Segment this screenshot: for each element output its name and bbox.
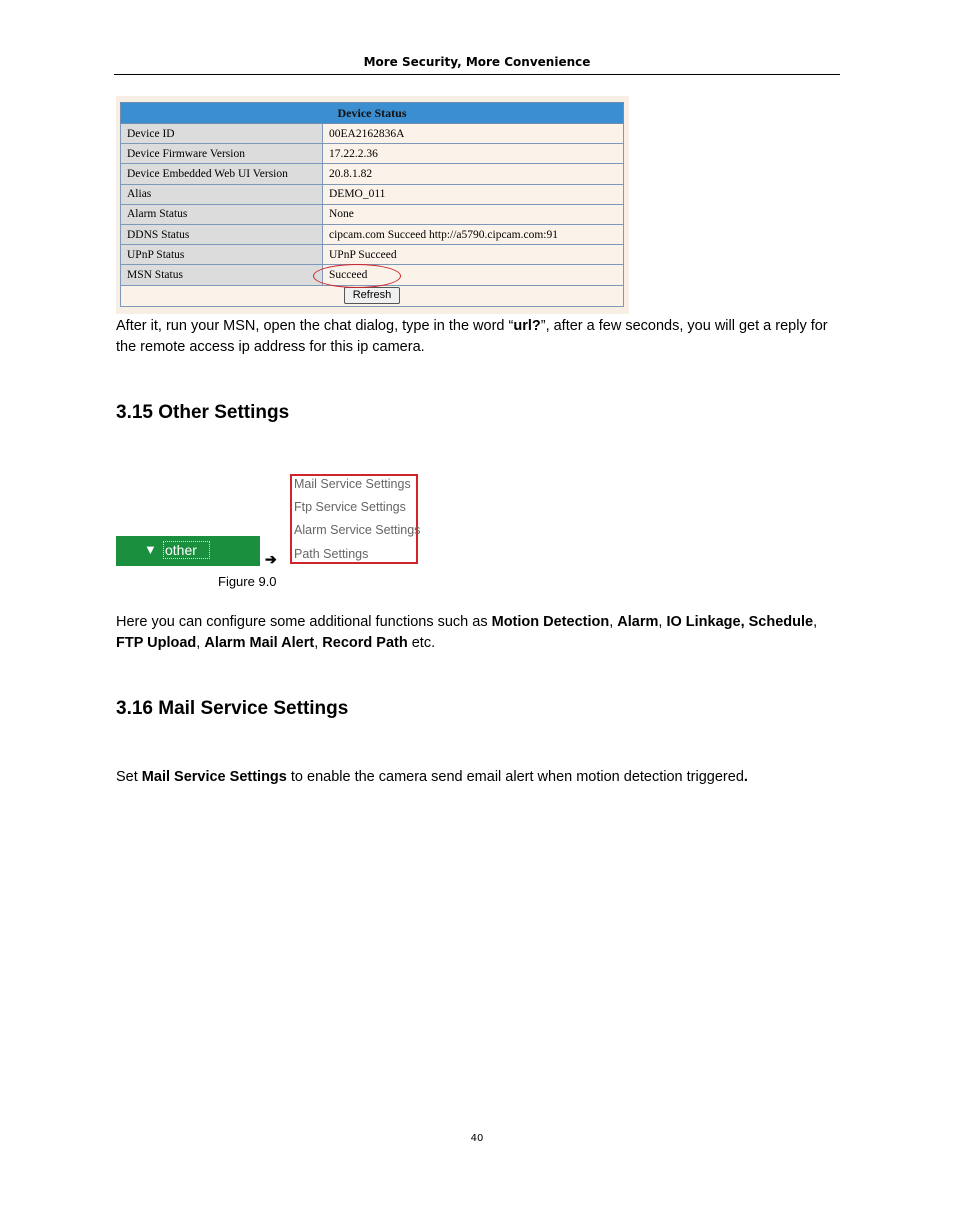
refresh-cell xyxy=(121,285,624,306)
menu-item-mail-service[interactable]: Mail Service Settings xyxy=(294,477,411,491)
header-divider xyxy=(114,74,840,75)
msn-status-highlight-oval xyxy=(313,264,401,288)
menu-item-alarm-service[interactable]: Alarm Service Settings xyxy=(294,523,421,537)
refresh-button[interactable]: Refresh xyxy=(344,287,401,304)
table-row xyxy=(121,124,624,144)
page-number: 40 xyxy=(470,1133,484,1144)
row-value: None xyxy=(323,204,624,224)
table-row xyxy=(121,144,624,164)
row-label: Device Firmware Version xyxy=(121,144,323,164)
figure-caption: Figure 9.0 xyxy=(218,574,277,589)
row-label: Alarm Status xyxy=(121,204,323,224)
other-menu-button[interactable] xyxy=(116,536,260,566)
other-menu-label: other xyxy=(163,541,210,559)
section-heading-mail-service: 3.16 Mail Service Settings xyxy=(116,698,349,719)
row-value: UPnP Succeed xyxy=(323,245,624,265)
section-heading-other-settings: 3.15 Other Settings xyxy=(116,402,290,423)
paragraph-msn-instructions: After it, run your MSN, open the chat dialog, type in the word “url?”, after a few seconds, you will get a reply for the remote access ip address for this ip camera. xyxy=(116,318,828,355)
device-status-title: Device Status xyxy=(121,103,624,124)
device-status-screenshot xyxy=(116,96,629,314)
row-value: cipcam.com Succeed http://a5790.cipcam.com:91 xyxy=(323,224,624,244)
row-label: DDNS Status xyxy=(121,224,323,244)
menu-item-ftp-service[interactable]: Ftp Service Settings xyxy=(294,500,406,514)
paragraph-mail-service: Set Mail Service Settings to enable the camera send email alert when motion detection triggered. xyxy=(116,769,748,785)
row-label: Device ID xyxy=(121,124,323,144)
page-header-title: More Security, More Convenience xyxy=(363,55,591,69)
table-row xyxy=(121,204,624,224)
row-label: Device Embedded Web UI Version xyxy=(121,164,323,184)
arrow-right-icon: ➔ xyxy=(265,551,277,567)
table-row xyxy=(121,164,624,184)
row-value: Succeed xyxy=(323,265,624,285)
table-row xyxy=(121,224,624,244)
table-row xyxy=(121,184,624,204)
row-value: DEMO_011 xyxy=(323,184,624,204)
table-row xyxy=(121,245,624,265)
row-label: Alias xyxy=(121,184,323,204)
row-value: 20.8.1.82 xyxy=(323,164,624,184)
triangle-down-icon: ▼ xyxy=(144,542,157,557)
paragraph-other-settings: Here you can configure some additional functions such as Motion Detection, Alarm, IO Linkage, Schedule, FTP Upload, Alarm Mail Alert, Record Path etc. xyxy=(116,614,818,651)
other-submenu xyxy=(290,474,421,564)
table-row xyxy=(121,285,624,306)
menu-item-path-settings[interactable]: Path Settings xyxy=(294,547,369,561)
row-label: UPnP Status xyxy=(121,245,323,265)
row-value: 00EA2162836A xyxy=(323,124,624,144)
row-value: 17.22.2.36 xyxy=(323,144,624,164)
row-label: MSN Status xyxy=(121,265,323,285)
